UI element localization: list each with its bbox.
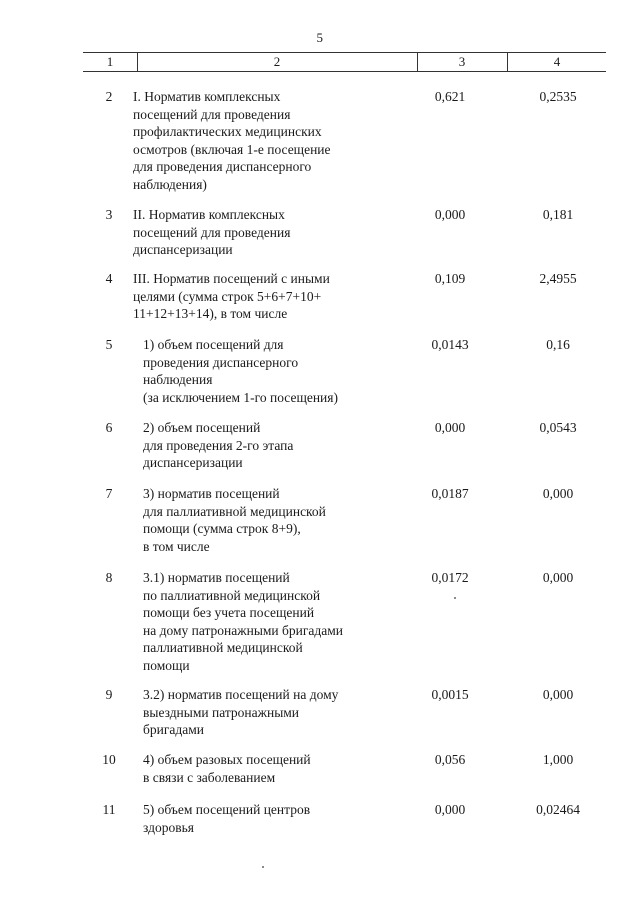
row-value-col3: 0,056 bbox=[434, 752, 466, 767]
row-number: 7 bbox=[105, 486, 113, 501]
row-number: 5 bbox=[105, 337, 113, 352]
row-value-col4: 0,000 bbox=[542, 687, 574, 702]
row-number: 9 bbox=[105, 687, 113, 702]
row-description: 3.1) норматив посещений по паллиативной медицинской помощи без учета посещений на дому патронажными бригадами паллиативной медицинской помощи bbox=[143, 570, 344, 673]
row-value-col4: 2,4955 bbox=[539, 271, 577, 286]
row-description: I. Норматив комплексных посещений для проведения профилактических медицинских осмотров (включая 1-е посещение для проведения диспансерного наблюдения) bbox=[133, 89, 331, 192]
page-number: 5 bbox=[316, 30, 324, 45]
scan-speck bbox=[454, 597, 456, 599]
row-value-col3: 0,0187 bbox=[431, 486, 469, 501]
row-value-col3: 0,621 bbox=[434, 89, 466, 104]
row-value-col3: 0,0143 bbox=[431, 337, 469, 352]
row-description: 3) норматив посещений для паллиативной медицинской помощи (сумма строк 8+9), в том числе bbox=[143, 486, 326, 554]
row-value-col4: 0,02464 bbox=[536, 802, 580, 817]
row-value-col4: 0,000 bbox=[542, 486, 574, 501]
row-value-col4: 1,000 bbox=[542, 752, 574, 767]
row-value-col4: 0,181 bbox=[542, 207, 574, 222]
row-number: 11 bbox=[102, 802, 116, 817]
row-value-col4: 0,16 bbox=[546, 337, 570, 352]
row-description: II. Норматив комплексных посещений для проведения диспансеризации bbox=[133, 207, 291, 258]
table-header bbox=[83, 52, 606, 72]
row-description: 1) объем посещений для проведения диспансерного наблюдения (за исключением 1-го посещения) bbox=[143, 337, 338, 405]
row-value-col4: 0,2535 bbox=[539, 89, 577, 104]
scan-speck bbox=[262, 866, 264, 868]
row-description: 4) объем разовых посещений в связи с заболеванием bbox=[143, 752, 311, 785]
row-value-col3: 0,0172 bbox=[431, 570, 469, 585]
row-value-col4: 0,000 bbox=[542, 570, 574, 585]
row-number: 2 bbox=[105, 89, 113, 104]
header-col-2: 2 bbox=[273, 54, 281, 69]
row-description: 3.2) норматив посещений на дому выездными патронажными бригадами bbox=[143, 687, 339, 738]
row-description: 5) объем посещений центров здоровья bbox=[143, 802, 311, 835]
row-number: 4 bbox=[105, 271, 113, 286]
row-value-col3: 0,109 bbox=[434, 271, 466, 286]
row-value-col4: 0,0543 bbox=[539, 420, 577, 435]
row-description: 2) объем посещений для проведения 2-го этапа диспансеризации bbox=[143, 420, 294, 471]
row-number: 6 bbox=[105, 420, 113, 435]
row-value-col3: 0,000 bbox=[434, 420, 466, 435]
header-col-4: 4 bbox=[553, 54, 561, 69]
row-value-col3: 0,000 bbox=[434, 207, 466, 222]
header-col-1: 1 bbox=[106, 54, 114, 69]
header-col-3: 3 bbox=[458, 54, 466, 69]
row-description: III. Норматив посещений с иными целями (сумма строк 5+6+7+10+ 11+12+13+14), в том числе bbox=[133, 271, 330, 322]
row-value-col3: 0,0015 bbox=[431, 687, 469, 702]
row-number: 10 bbox=[102, 752, 116, 767]
row-number: 3 bbox=[105, 207, 113, 222]
row-value-col3: 0,000 bbox=[434, 802, 466, 817]
row-number: 8 bbox=[105, 570, 113, 585]
